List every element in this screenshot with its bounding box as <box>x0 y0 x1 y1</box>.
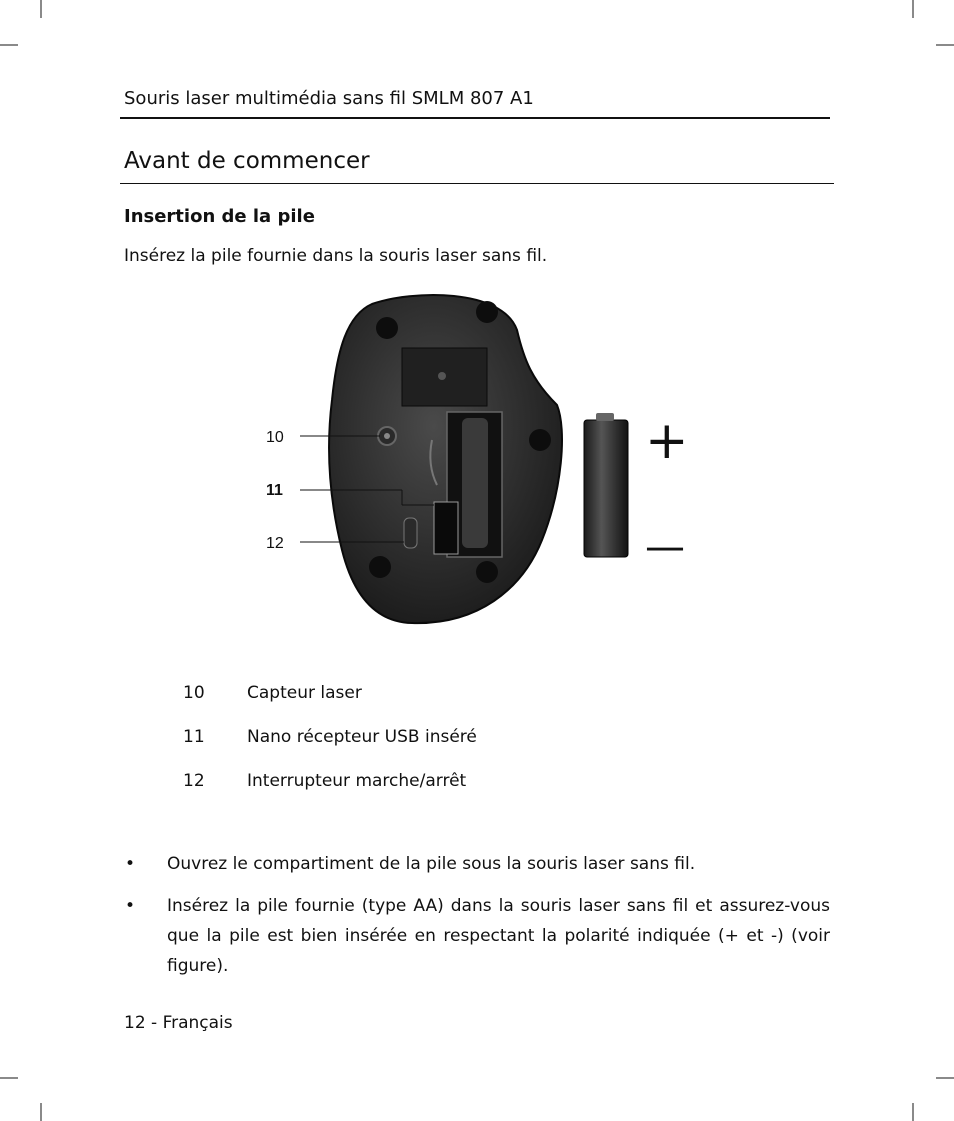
subsection-heading: Insertion de la pile <box>124 206 315 227</box>
legend-item <box>183 771 466 791</box>
legend-label: Capteur laser <box>247 683 362 703</box>
crop-mark <box>936 44 954 46</box>
intro-paragraph: Insérez la pile fournie dans la souris laser sans fil. <box>124 246 548 266</box>
bullet-text: Insérez la pile fournie (type AA) dans la souris laser sans fil et assurez-vous que la pile est bien insérée en respectant la polarité indiquée (+ et -) (voir figure). <box>167 896 830 976</box>
legend-item <box>183 727 477 747</box>
list-item <box>124 891 830 981</box>
legend-number: 11 <box>183 727 205 747</box>
crop-mark <box>936 1077 954 1079</box>
crop-mark <box>0 44 18 46</box>
crop-mark <box>912 0 914 18</box>
crop-mark <box>40 0 42 18</box>
legend-number: 10 <box>183 683 205 703</box>
mouse-foot <box>369 556 391 578</box>
callout-label-10: 10 <box>266 429 284 446</box>
crop-mark <box>40 1103 42 1121</box>
crop-mark <box>912 1103 914 1121</box>
legend-number: 12 <box>183 771 205 791</box>
page-footer: 12 - Français <box>124 1013 233 1033</box>
header-rule <box>120 117 830 119</box>
mouse-foot <box>529 429 551 451</box>
mouse-foot <box>476 301 498 323</box>
callout-label-12: 12 <box>266 535 284 552</box>
bullet-icon: • <box>125 854 136 874</box>
usb-nano-receiver <box>434 502 458 554</box>
power-switch <box>404 518 417 548</box>
legend-item <box>183 683 362 703</box>
running-header: Souris laser multimédia sans fil SMLM 807 A1 <box>124 88 534 109</box>
mouse-underside <box>329 295 562 623</box>
mouse-foot <box>476 561 498 583</box>
instruction-list <box>124 849 830 993</box>
polarity-plus: + <box>645 411 689 471</box>
legend-label: Interrupteur marche/arrêt <box>247 771 467 791</box>
mouse-battery-figure <box>262 290 692 625</box>
aa-battery <box>584 420 628 557</box>
legend-label: Nano récepteur USB inséré <box>247 727 477 747</box>
section-rule <box>120 183 834 184</box>
list-item <box>124 849 830 879</box>
bullet-text: Ouvrez le compartiment de la pile sous la souris laser sans fil. <box>167 854 696 874</box>
callout-label-11: 11 <box>266 482 283 499</box>
mouse-foot <box>376 317 398 339</box>
polarity-minus: — <box>645 524 685 570</box>
section-title: Avant de commencer <box>124 148 370 174</box>
bullet-icon: • <box>125 896 136 916</box>
crop-mark <box>0 1077 18 1079</box>
